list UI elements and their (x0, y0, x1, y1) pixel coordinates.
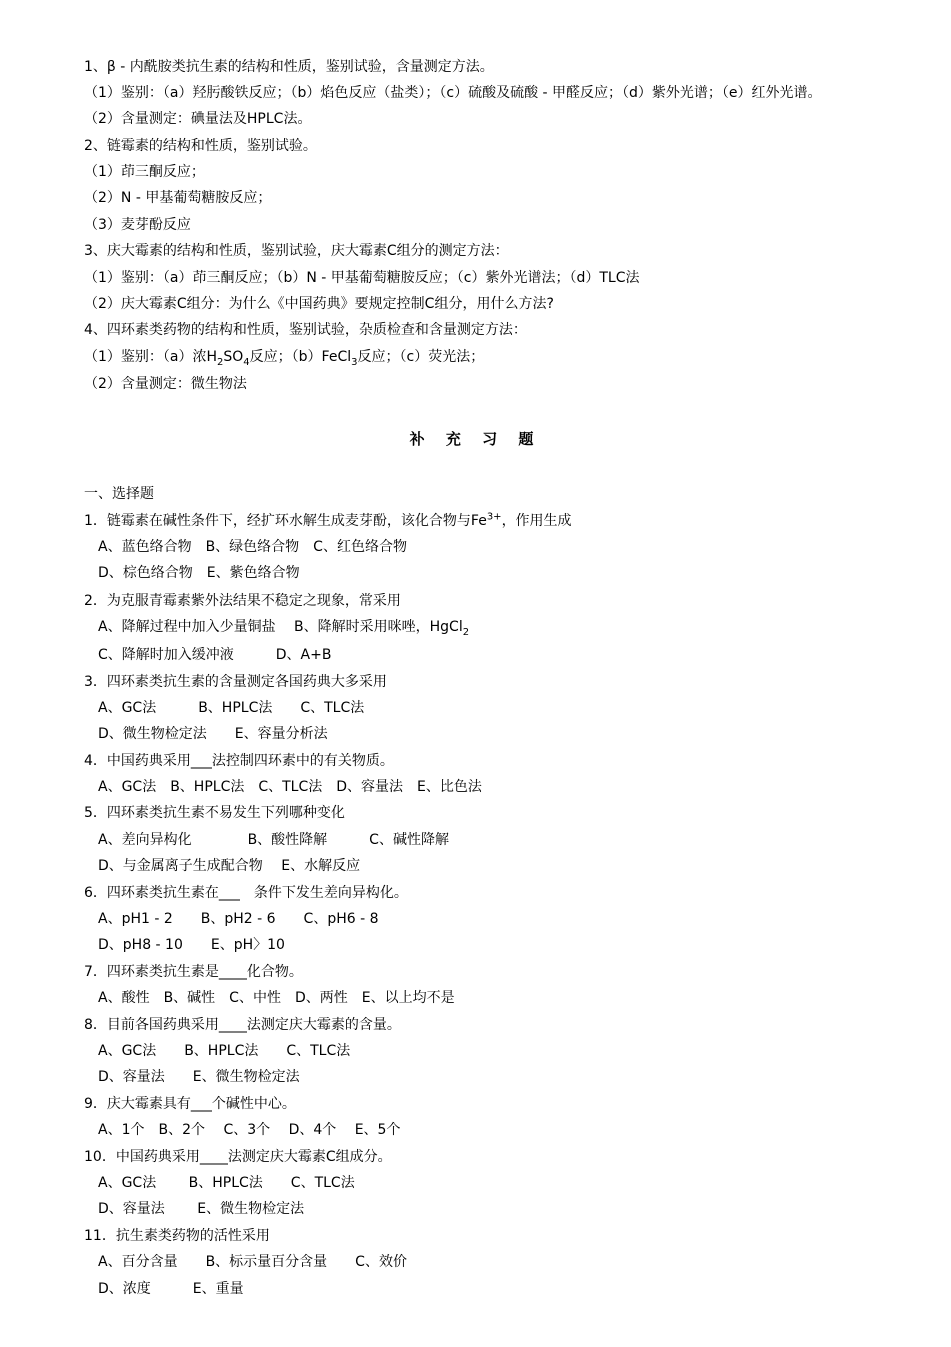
question-11: 11．抗生素类药物的活性采用 (84, 1228, 270, 1244)
question-6-options-row-1: A、pH1 - 2 B、pH2 - 6 C、pH6 - 8 (98, 911, 379, 927)
section-heading: 一、选择题 (84, 486, 154, 502)
outline-item-2-sub-2: （2）N - 甲基葡萄糖胺反应； (84, 190, 272, 206)
question-8-options-row-2: D、容量法 E、微生物检定法 (98, 1069, 300, 1085)
outline-item-1: 1、β - 内酰胺类抗生素的结构和性质，鉴别试验，含量测定方法。 (84, 59, 494, 75)
outline-item-3-c-component: （2）庆大霉素C组分：为什么《中国药典》要规定控制C组分，用什么方法? (84, 296, 554, 312)
question-3-options-row-2: D、微生物检定法 E、容量分析法 (98, 726, 328, 742)
question-7: 7．四环素类抗生素是____化合物。 (84, 964, 303, 980)
section-title: 补 充 习 题 (409, 430, 542, 448)
outline-item-1-assay: （2）含量测定：碘量法及HPLC法。 (84, 111, 312, 127)
question-11-options-row-2: D、浓度 E、重量 (98, 1281, 244, 1297)
outline-item-3-identification: （1）鉴别：（a）茚三酮反应；（b）N - 甲基葡萄糖胺反应；（c）紫外光谱法；（d）TLC法 (84, 270, 640, 286)
question-8-options-row-1: A、GC法 B、HPLC法 C、TLC法 (98, 1043, 351, 1059)
outline-item-4: 4、四环素类药物的结构和性质，鉴别试验，杂质检查和含量测定方法： (84, 322, 527, 338)
question-10: 10．中国药典采用____法测定庆大霉素C组成分。 (84, 1149, 392, 1165)
question-11-options-row-1: A、百分含量 B、标示量百分含量 C、效价 (98, 1254, 407, 1270)
question-4: 4．中国药典采用___法控制四环素中的有关物质。 (84, 753, 394, 769)
outline-item-1-identification: （1）鉴别：（a）羟肟酸铁反应；（b）焰色反应（盐类）；（c）硫酸及硫酸 - 甲醛反应；（d）紫外光谱；（e）红外光谱。 (84, 85, 822, 101)
question-9: 9．庆大霉素具有___个碱性中心。 (84, 1096, 296, 1112)
question-7-options-row-1: A、酸性 B、碱性 C、中性 D、两性 E、以上均不是 (98, 990, 455, 1006)
outline-item-2-sub-3: （3）麦芽酚反应 (84, 217, 191, 233)
outline-item-2-sub-1: （1）茚三酮反应； (84, 164, 205, 180)
question-4-options-row-1: A、GC法 B、HPLC法 C、TLC法 D、容量法 E、比色法 (98, 779, 482, 795)
question-5-options-row-1: A、差向异构化 B、酸性降解 C、碱性降解 (98, 832, 449, 848)
outline-item-2: 2、链霉素的结构和性质，鉴别试验。 (84, 138, 317, 154)
question-1-options-row-1: A、蓝色络合物 B、绿色络合物 C、红色络合物 (98, 539, 407, 555)
question-3: 3．四环素类抗生素的含量测定各国药典大多采用 (84, 674, 387, 690)
outline-item-4-identification: （1）鉴别：（a）浓$H_2SO_4$反应；（b）FeCl$_3$反应；（c）荧光法； (84, 349, 485, 368)
question-1-options-row-2: D、棕色络合物 E、紫色络合物 (98, 565, 300, 581)
question-2-options-row-2: C、降解时加入缓冲液 D、A+B (98, 647, 332, 663)
outline-item-4-assay: （2）含量测定：微生物法 (84, 376, 247, 392)
question-2: 2．为克服青霉素紫外法结果不稳定之现象，常采用 (84, 593, 401, 609)
question-1: 1．链霉素在碱性条件下，经扩环水解生成麦芽酚，该化合物与$Fe^{3+}$，作用生成 (84, 511, 572, 529)
question-6-options-row-2: D、pH8 - 10 E、pH〉10 (98, 937, 285, 953)
outline-item-3: 3、庆大霉素的结构和性质，鉴别试验，庆大霉素C组分的测定方法： (84, 243, 509, 259)
question-10-options-row-1: A、GC法 B、HPLC法 C、TLC法 (98, 1175, 355, 1191)
question-5-options-row-2: D、与金属离子生成配合物 E、水解反应 (98, 858, 361, 874)
question-9-options-row-1: A、1个 B、2个 C、3个 D、4个 E、5个 (98, 1122, 401, 1138)
question-8: 8．目前各国药典采用____法测定庆大霉素的含量。 (84, 1017, 401, 1033)
question-6: 6．四环素类抗生素在___ 条件下发生差向异构化。 (84, 885, 408, 901)
question-3-options-row-1: A、GC法 B、HPLC法 C、TLC法 (98, 700, 365, 716)
question-2-options-row-1: A、降解过程中加入少量铜盐 B、降解时采用咪唑，HgCl$_2$ (98, 619, 470, 638)
question-5: 5．四环素类抗生素不易发生下列哪种变化 (84, 805, 345, 821)
question-10-options-row-2: D、容量法 E、微生物检定法 (98, 1201, 305, 1217)
